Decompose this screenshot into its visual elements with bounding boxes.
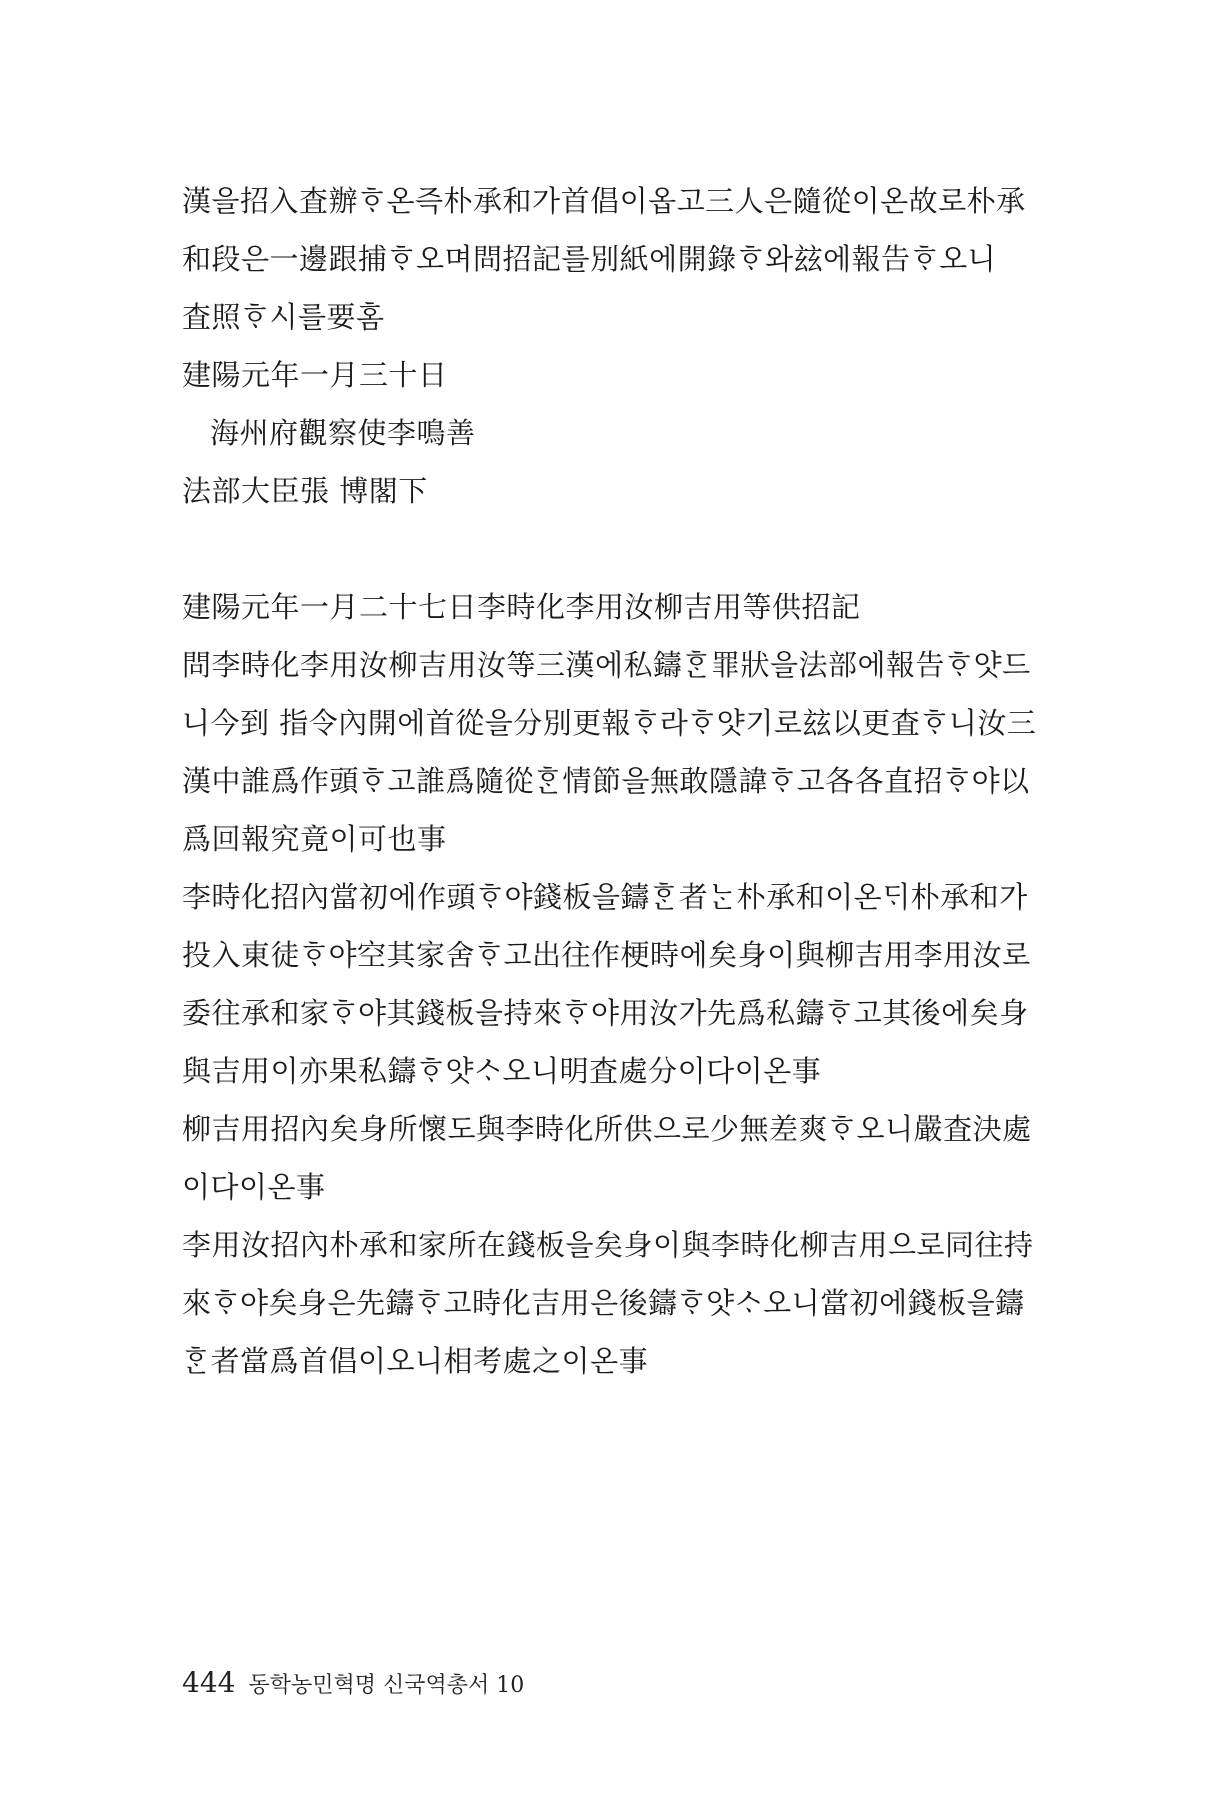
text-line: 柳吉用招內矣身所懷도與李時化所供으로少無差爽ᄒᆞ오니嚴査決處 <box>182 1112 1032 1146</box>
text-line: 委往承和家ᄒᆞ야其錢板을持來ᄒᆞ야用汝가先爲私鑄ᄒᆞ고其後에矣身 <box>182 996 1029 1030</box>
paragraph-gap <box>182 520 1062 578</box>
text-line: 漢中誰爲作頭ᄒᆞ고誰爲隨從ᄒᆞᆫ情節을無敢隱諱ᄒᆞ고各各直招ᄒᆞ야以 <box>182 764 1030 798</box>
document-body <box>182 172 1062 1390</box>
text-line: 査照ᄒᆞ시를要홈 <box>182 300 385 334</box>
book-title: 동학농민혁명 신국역총서 10 <box>248 1673 525 1698</box>
signer-line: 海州府觀察使李鳴善 <box>210 416 476 450</box>
text-line: 李時化招內當初에作頭ᄒᆞ야錢板을鑄ᄒᆞᆫ者ᄂᆞᆫ朴承和이온ᄃᆡ朴承和가 <box>182 880 1028 914</box>
text-line: ᄒᆞᆫ者當爲首倡이오니相考處之이온事 <box>182 1344 649 1378</box>
page-number: 444 <box>182 1666 236 1699</box>
record-heading: 建陽元年一月二十七日李時化李用汝柳吉用等供招記 <box>182 590 861 624</box>
page-footer <box>182 1668 524 1701</box>
text-line: 이다이온事 <box>182 1170 326 1204</box>
text-line: 和段은一邊跟捕ᄒᆞ오며問招記를別紙에開錄ᄒᆞ와玆에報告ᄒᆞ오니 <box>182 242 997 276</box>
text-line: 投入東徒ᄒᆞ야空其家舍ᄒᆞ고出往作梗時에矣身이與柳吉用李用汝로 <box>182 938 1031 972</box>
text-line: 問李時化李用汝柳吉用汝等三漢에私鑄ᄒᆞᆫ罪狀을法部에報告ᄒᆞ얏드 <box>182 648 1031 682</box>
text-line: 니今到 指令內開에首從을分別更報ᄒᆞ라ᄒᆞ얏기로玆以更査ᄒᆞ니汝三 <box>182 706 1037 740</box>
text-line: 來ᄒᆞ야矣身은先鑄ᄒᆞ고時化吉用은後鑄ᄒᆞ얏ᄉᆞ오니當初에錢板을鑄 <box>182 1286 1025 1320</box>
text-line: 李用汝招內朴承和家所在錢板을矣身이與李時化柳吉用으로同往持 <box>182 1228 1034 1262</box>
addressee-line: 法部大臣張 博閣下 <box>182 474 428 508</box>
text-line: 與吉用이亦果私鑄ᄒᆞ얏ᄉᆞ오니明査處分이다이온事 <box>182 1054 822 1088</box>
text-line: 爲回報究竟이可也事 <box>182 822 447 856</box>
text-line: 漢을招入査辦ᄒᆞ온즉朴承和가首倡이옵고三人은隨從이온故로朴承 <box>182 184 1026 218</box>
date-line: 建陽元年一月三十日 <box>182 358 448 392</box>
